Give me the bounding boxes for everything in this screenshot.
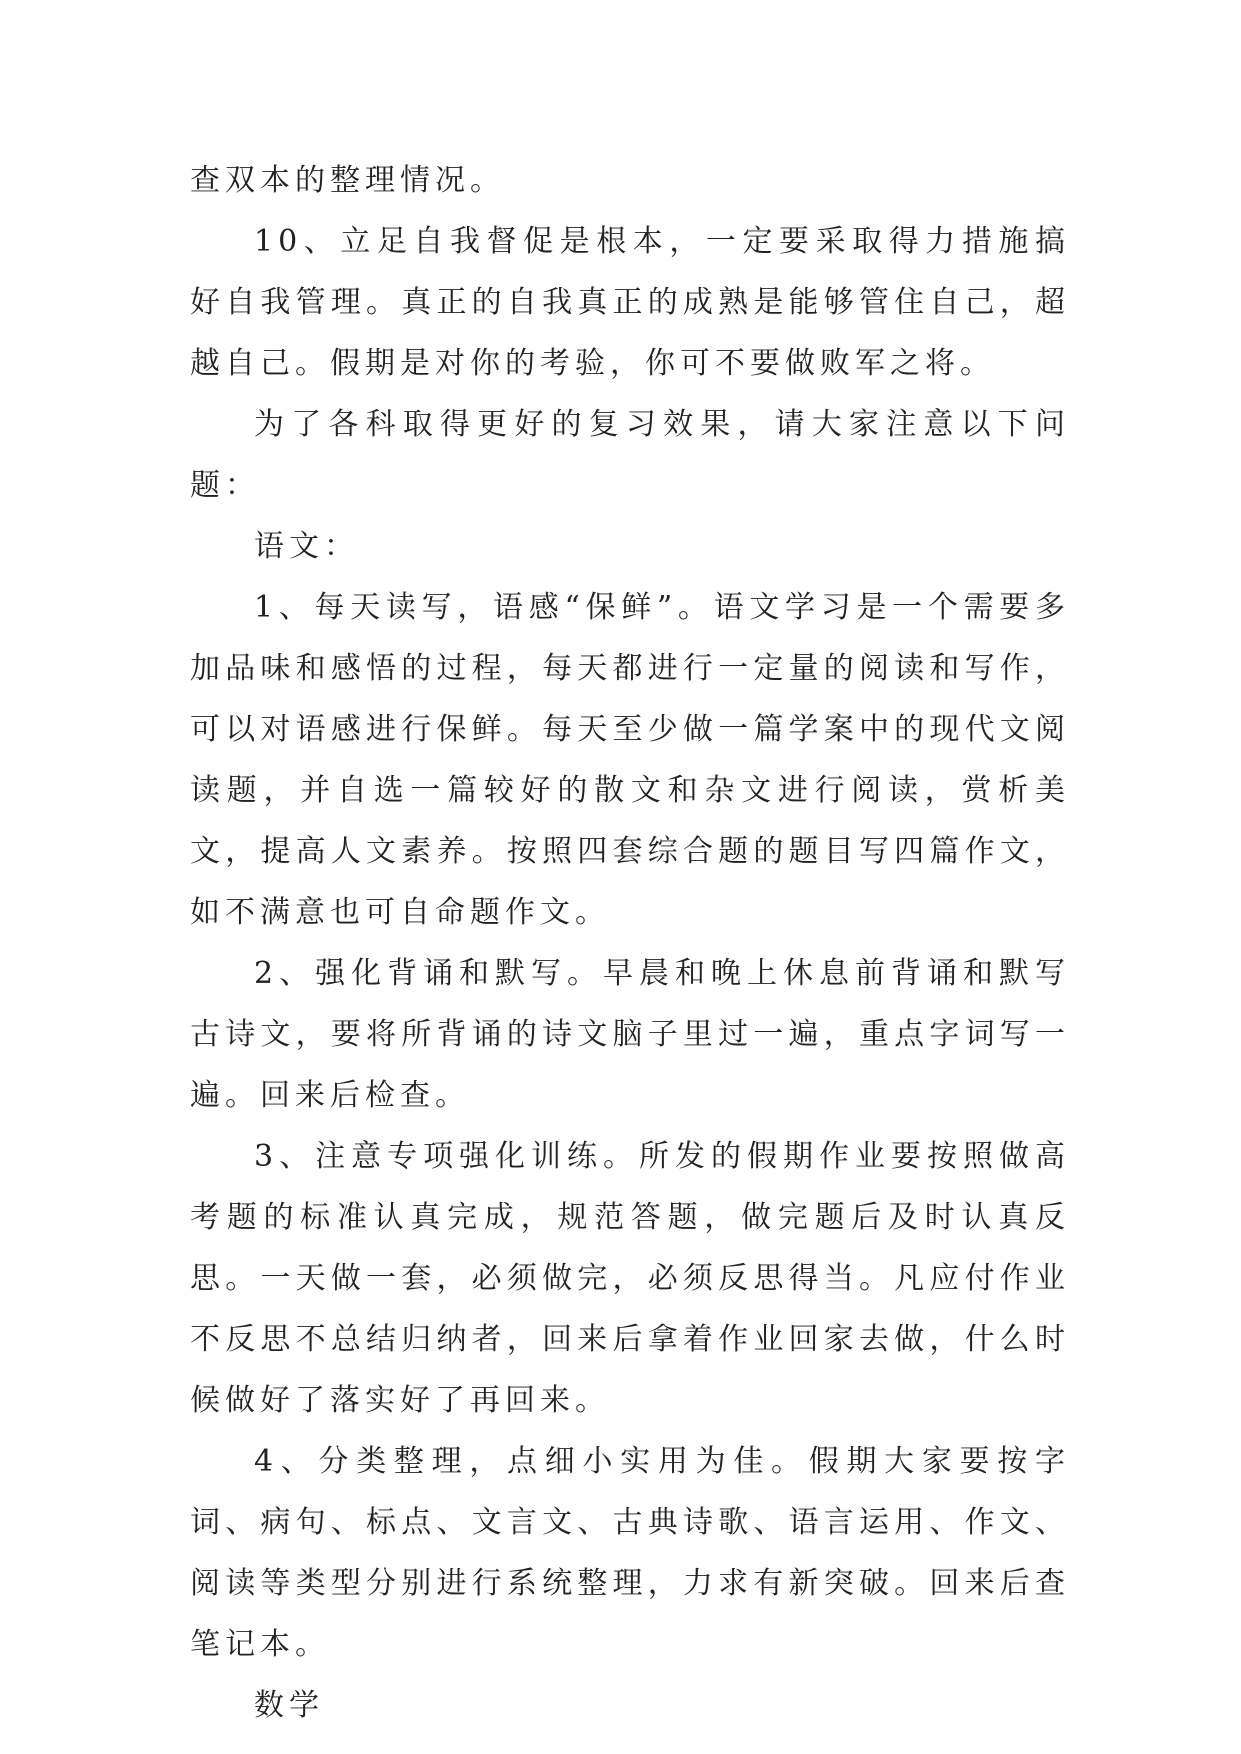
paragraph-chinese-3: 3、注意专项强化训练。所发的假期作业要按照做高考题的标准认真完成，规范答题，做完题后及时认真反思。一天做一套，必须做完，必须反思得当。凡应付作业不反思不总结归纳者，回来后拿着作业回家去做，什么时候做好了落实好了再回来。 bbox=[190, 1139, 1070, 1418]
paragraph-item-10: 10、立足自我督促是根本，一定要采取得力措施搞好自我管理。真正的自我真正的成熟是能够管住自己，超越自己。假期是对你的考验，你可不要做败军之将。 bbox=[190, 224, 1070, 381]
section-heading-chinese: 语文： bbox=[254, 529, 359, 564]
paragraph-chinese-1: 1、每天读写，语感“保鲜”。语文学习是一个需要多加品味和感悟的过程，每天都进行一定量的阅读和写作，可以对语感进行保鲜。每天至少做一篇学案中的现代文阅读题，并自选一篇较好的散文和杂文进行阅读，赏析美文，提高人文素养。按照四套综合题的题目写四篇作文，如不满意也可自命题作文。 bbox=[190, 590, 1070, 930]
section-heading-math: 数学 bbox=[254, 1688, 324, 1723]
paragraph-intro: 为了各科取得更好的复习效果，请大家注意以下问题： bbox=[190, 407, 1070, 503]
paragraph-chinese-2: 2、强化背诵和默写。早晨和晚上休息前背诵和默写古诗文，要将所背诵的诗文脑子里过一遍，重点字词写一遍。回来后检查。 bbox=[190, 956, 1070, 1113]
paragraph-continuation: 查双本的整理情况。 bbox=[190, 163, 505, 198]
paragraph-chinese-4: 4、分类整理，点细小实用为佳。假期大家要按字词、病句、标点、文言文、古典诗歌、语言运用、作文、阅读等类型分别进行系统整理，力求有新突破。回来后查笔记本。 bbox=[190, 1444, 1070, 1662]
document-body bbox=[190, 150, 1070, 1736]
